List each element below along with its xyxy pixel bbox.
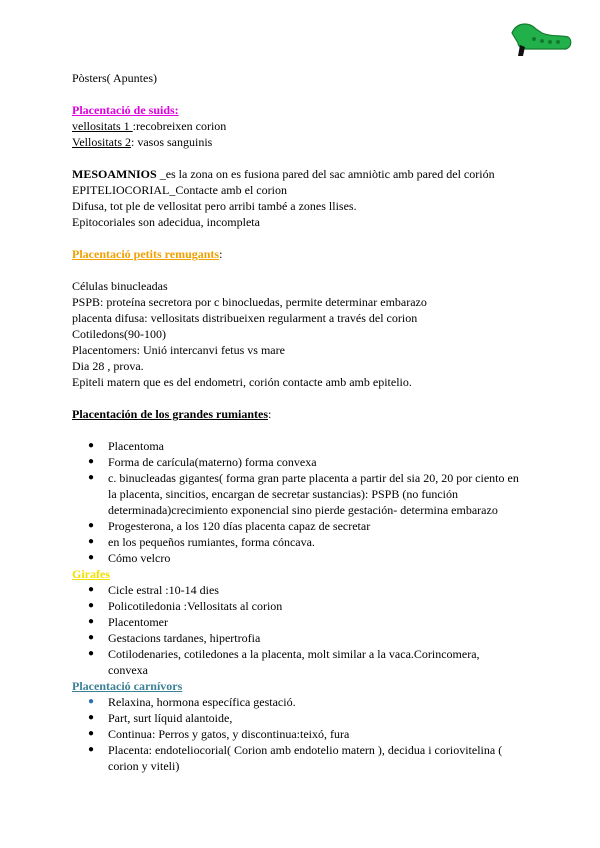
page-title: Pòsters( Apuntes)	[72, 71, 157, 85]
list-item-text: en los pequeños rumiantes, forma cóncava.	[108, 535, 315, 549]
petits-line-6: Dia 28 , prova.	[72, 359, 144, 373]
bullet-icon: ●	[88, 712, 95, 723]
list-item-text: convexa	[108, 663, 148, 677]
petits-line-4: Cotiledons(90-100)	[72, 327, 166, 341]
list-item	[72, 646, 542, 662]
heading-petits-row	[72, 246, 542, 262]
list-item-text: c. binucleadas gigantes( forma gran parte placenta a partir del sia 20, 20 por ciento en	[108, 471, 519, 485]
list-item-text: Placentomer	[108, 615, 168, 629]
meso-line-3: Epitocoriales son adecidua, incompleta	[72, 215, 260, 229]
list-item-text: Placentoma	[108, 439, 164, 453]
list-item-text: corion y viteli)	[108, 759, 180, 773]
list-item-text: Cicle estral :10-14 dies	[108, 583, 219, 597]
bullet-icon: ●	[88, 520, 95, 531]
list-item-text: Continua: Perros y gatos, y discontinua:teixó, fura	[108, 727, 350, 741]
list-item-text: Relaxina, hormona específica gestació.	[108, 695, 296, 709]
bullet-icon: ●	[88, 536, 95, 547]
heading-grandes-row	[72, 406, 542, 422]
bullet-icon: ●	[88, 440, 95, 451]
list-item	[72, 582, 542, 598]
bullet-icon: ●	[88, 616, 95, 627]
list-item-continuation	[72, 486, 542, 502]
list-item-text: Cómo velcro	[108, 551, 171, 565]
list-item	[72, 550, 542, 566]
heading-carnivors: Placentació carnívors	[72, 679, 183, 693]
list-item	[72, 710, 542, 726]
petits-line-3: placenta difusa: vellositats distribueixen regularment a través del corion	[72, 311, 418, 325]
bullet-icon: ●	[88, 456, 95, 467]
heading-petits: Placentació petits remugants	[72, 247, 220, 261]
petits-line-7: Epiteli matern que es del endometri, corión contacte amb amb epitelio.	[72, 375, 412, 389]
suids-line-2	[72, 134, 542, 150]
suids-v1-label: vellositats 1	[72, 119, 133, 133]
bullet-icon: ●	[88, 584, 95, 595]
green-shoe-icon	[506, 15, 574, 57]
list-item	[72, 726, 542, 742]
bullet-icon: ●	[88, 552, 95, 563]
heading-girafes: Girafes	[72, 567, 110, 581]
list-item	[72, 598, 542, 614]
bullet-icon: ●	[88, 472, 95, 483]
list-item-text: Policotiledonia :Vellositats al corion	[108, 599, 283, 613]
list-item-continuation	[72, 758, 542, 774]
list-item	[72, 742, 542, 758]
list-item-text: Placenta: endoteliocorial( Corion amb endotelio matern ), decidua i coriovitelina (	[108, 743, 503, 757]
suids-v1-text: :recobreixen corion	[132, 119, 227, 133]
girafes-list	[72, 582, 542, 678]
bullet-icon: ●	[88, 648, 95, 659]
list-item	[72, 470, 542, 486]
document-body	[72, 70, 542, 774]
petits-line-5: Placentomers: Unió intercanvi fetus vs mare	[72, 343, 285, 357]
carnivors-list	[72, 694, 542, 774]
list-item	[72, 438, 542, 454]
list-item-text: Forma de carícula(materno) forma convexa	[108, 455, 317, 469]
grandes-list	[72, 438, 542, 566]
list-item-text: Progesterona, a los 120 días placenta capaz de secretar	[108, 519, 371, 533]
suids-v2-label: Vellositats 2	[72, 135, 131, 149]
list-item-continuation	[72, 502, 542, 518]
meso-line-1: EPITELIOCORIAL_Contacte amb el corion	[72, 183, 287, 197]
list-item-text: la placenta, sincitios, encargan de secretar sustancias): PSPB (no función	[108, 487, 459, 501]
bullet-icon: ●	[88, 632, 95, 643]
suids-line-1	[72, 118, 542, 134]
heading-grandes-colon: :	[268, 407, 272, 421]
bullet-icon: ●	[88, 600, 95, 611]
list-item-text: Gestacions tardanes, hipertrofia	[108, 631, 261, 645]
meso-text: _es la zona on es fusiona pared del sac amniòtic amb pared del corión	[159, 167, 495, 181]
bullet-icon: ●	[88, 744, 95, 755]
list-item	[72, 694, 542, 710]
suids-v2-text: : vasos sanguinis	[131, 135, 213, 149]
list-item	[72, 518, 542, 534]
bullet-icon: ●	[88, 728, 95, 739]
petits-line-2: PSPB: proteína secretora por c binocluedas, permite determinar embarazo	[72, 295, 427, 309]
meso-line	[72, 166, 542, 182]
list-item	[72, 454, 542, 470]
heading-petits-colon: :	[219, 247, 223, 261]
list-item-text: Cotilodenaries, cotiledones a la placenta, molt similar a la vaca.Corincomera,	[108, 647, 480, 661]
list-item-text: determinada)crecimiento exponencial sino pierde gestación- determina embarazo	[108, 503, 498, 517]
petits-line-1: Células binucleadas	[72, 279, 168, 293]
list-item	[72, 614, 542, 630]
heading-grandes: Placentación de los grandes rumiantes	[72, 407, 268, 421]
heading-suids: Placentació de suids:	[72, 103, 179, 117]
bullet-icon: ●	[88, 696, 95, 707]
list-item	[72, 534, 542, 550]
list-item-text: Part, surt líquid alantoide,	[108, 711, 233, 725]
meso-bold: MESOAMNIOS	[72, 167, 160, 181]
list-item	[72, 630, 542, 646]
list-item-continuation	[72, 662, 542, 678]
meso-line-2: Difusa, tot ple de vellositat pero arribi també a zones llises.	[72, 199, 357, 213]
